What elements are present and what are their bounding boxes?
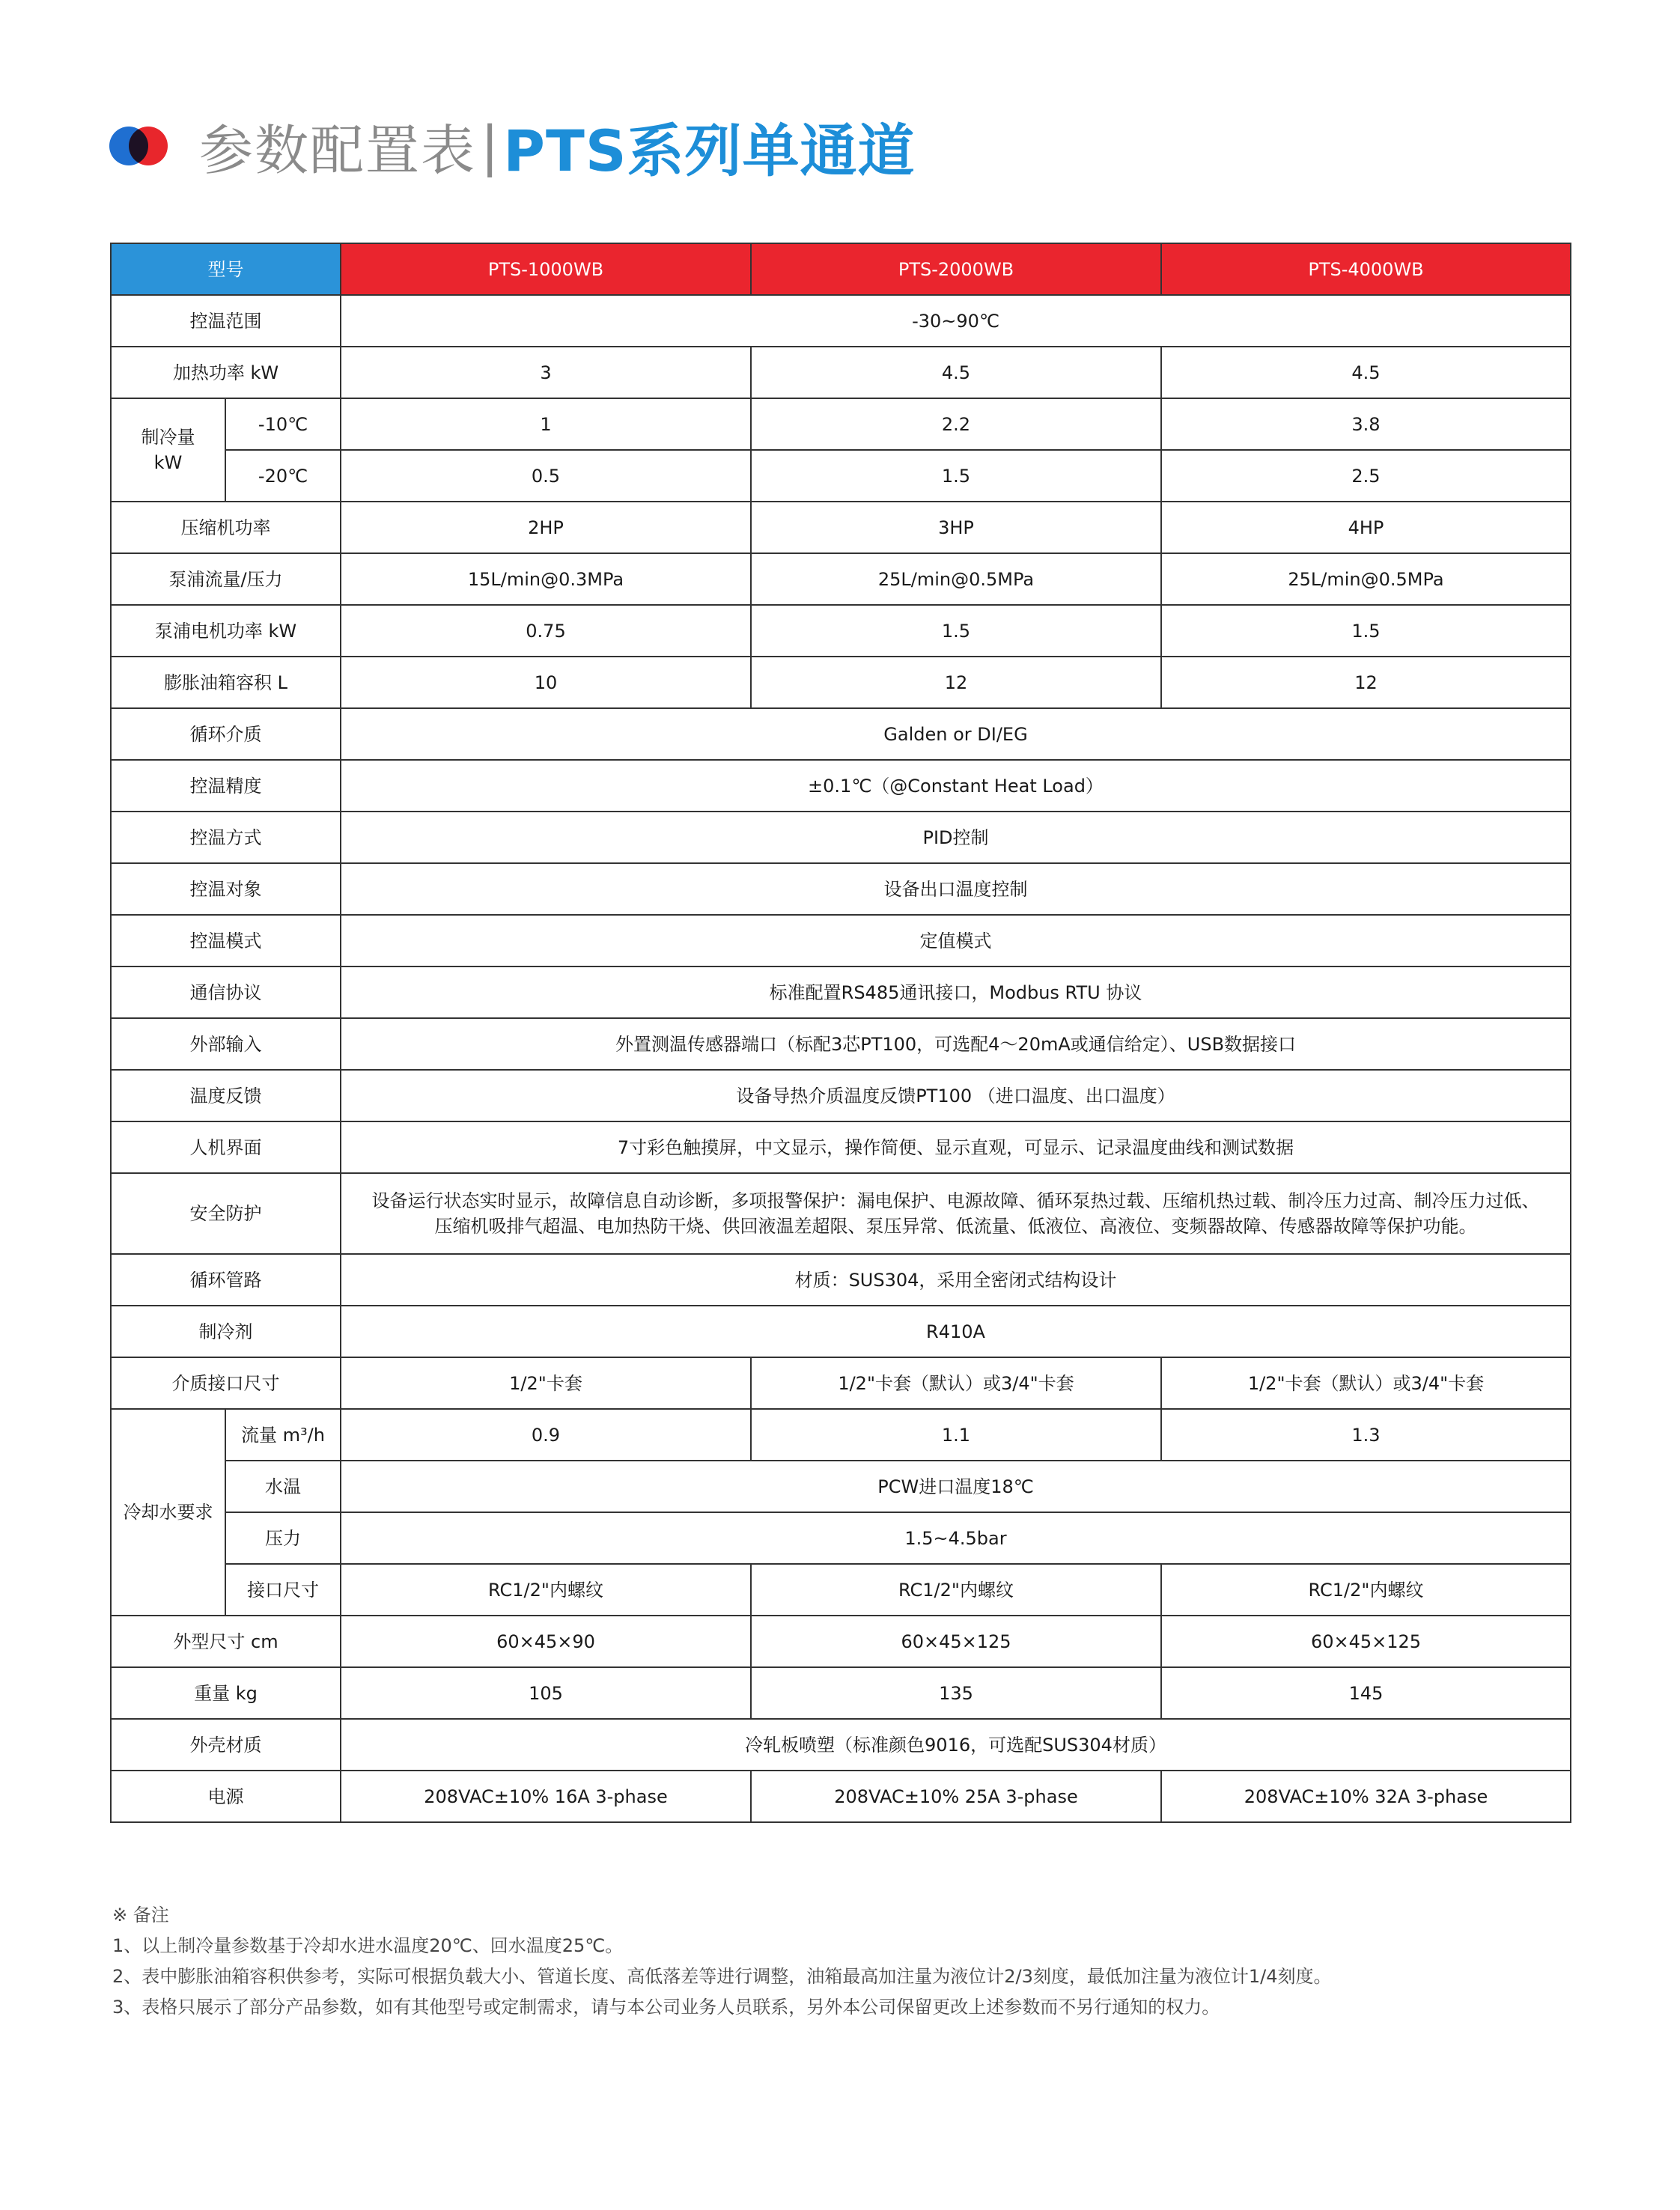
cell-value: 4HP [1161, 502, 1571, 553]
cell-value: 0.5 [341, 450, 751, 502]
header-model-label: 型号 [111, 243, 341, 295]
row-value: R410A [341, 1306, 1571, 1357]
row-label: 控温方式 [111, 812, 341, 863]
table-row [111, 863, 1571, 915]
cell-value: 208VAC±10% 32A 3-phase [1161, 1771, 1571, 1822]
table-row [111, 1719, 1571, 1771]
cell-value: 1.1 [751, 1409, 1161, 1461]
cell-value: 145 [1161, 1667, 1571, 1719]
cell-value: 4.5 [751, 347, 1161, 398]
row-value: -30~90℃ [341, 295, 1571, 347]
cell-value: 3 [341, 347, 751, 398]
notes-title: ※ 备注 [112, 1905, 169, 1926]
cell-value: 3HP [751, 502, 1161, 553]
cell-value: 208VAC±10% 16A 3-phase [341, 1771, 751, 1822]
row-value: PCW进口温度18℃ [341, 1461, 1571, 1512]
cell-value: RC1/2"内螺纹 [751, 1564, 1161, 1616]
row-value: 7寸彩色触摸屏，中文显示，操作简便、显示直观，可显示、记录温度曲线和测试数据 [341, 1121, 1571, 1173]
row-value: 材质：SUS304，采用全密闭式结构设计 [341, 1254, 1571, 1306]
row-value: 外置测温传感器端口（标配3芯PT100，可选配4～20mA或通信给定）、USB数据接口 [341, 1018, 1571, 1070]
table-row [111, 1306, 1571, 1357]
cell-value: 1.5 [751, 450, 1161, 502]
table-row [111, 1564, 1571, 1616]
page-header [109, 105, 916, 187]
cell-value: 3.8 [1161, 398, 1571, 450]
row-label: 制冷剂 [111, 1306, 341, 1357]
table-row [111, 1409, 1571, 1461]
table-row [111, 657, 1571, 708]
note-item: 3、表格只展示了部分产品参数，如有其他型号或定制需求，请与本公司业务人员联系，另外本公司保留更改上述参数而不另行通知的权力。 [112, 1997, 1220, 2018]
table-row [111, 295, 1571, 347]
row-label: 控温对象 [111, 863, 341, 915]
cooling-label-line1: 制冷量 [141, 427, 195, 448]
cell-value: 135 [751, 1667, 1161, 1719]
cell-value: 2.2 [751, 398, 1161, 450]
row-value: 设备导热介质温度反馈PT100 （进口温度、出口温度） [341, 1070, 1571, 1121]
row-label: 外型尺寸 cm [111, 1616, 341, 1667]
cell-value: 0.75 [341, 605, 751, 657]
table-row [111, 347, 1571, 398]
cell-value: 1/2"卡套（默认）或3/4"卡套 [751, 1357, 1161, 1409]
cell-value: 1/2"卡套 [341, 1357, 751, 1409]
row-label: 泵浦电机功率 kW [111, 605, 341, 657]
cell-value: 15L/min@0.3MPa [341, 553, 751, 605]
cell-value: 10 [341, 657, 751, 708]
table-row [111, 1357, 1571, 1409]
table-row [111, 502, 1571, 553]
table-row [111, 1070, 1571, 1121]
cell-value: 4.5 [1161, 347, 1571, 398]
row-label: 循环管路 [111, 1254, 341, 1306]
table-row [111, 1461, 1571, 1512]
cell-value: 2.5 [1161, 450, 1571, 502]
table-row [111, 967, 1571, 1018]
row-group-label: 冷却水要求 [111, 1409, 225, 1616]
title-separator: | [481, 115, 499, 177]
row-value: 定值模式 [341, 915, 1571, 967]
table-row [111, 760, 1571, 812]
cell-value: RC1/2"内螺纹 [341, 1564, 751, 1616]
notes-section [112, 1900, 1332, 2023]
table-row [111, 1254, 1571, 1306]
table-row [111, 1121, 1571, 1173]
brand-logo-icon [109, 127, 169, 165]
header-model-3: PTS-4000WB [1161, 243, 1571, 295]
cell-value: 105 [341, 1667, 751, 1719]
row-label: 加热功率 kW [111, 347, 341, 398]
row-value: 设备出口温度控制 [341, 863, 1571, 915]
table-row [111, 708, 1571, 760]
cell-value: 1.5 [751, 605, 1161, 657]
row-sublabel: 压力 [225, 1512, 341, 1564]
row-sublabel: -20℃ [225, 450, 341, 502]
table-row [111, 398, 1571, 450]
row-sublabel: 水温 [225, 1461, 341, 1512]
title-light: 参数配置表 [199, 119, 477, 182]
safety-line-2: 压缩机吸排气超温、电加热防干烧、供回液温差超限、泵压异常、低流量、低液位、高液位、变频器故障、传感器故障等保护功能。 [434, 1216, 1477, 1237]
row-value: ±0.1℃（@Constant Heat Load） [341, 760, 1571, 812]
row-value: 1.5~4.5bar [341, 1512, 1571, 1564]
cell-value: 1 [341, 398, 751, 450]
row-sublabel: -10℃ [225, 398, 341, 450]
row-label: 控温范围 [111, 295, 341, 347]
row-value: PID控制 [341, 812, 1571, 863]
row-value [341, 1173, 1571, 1254]
spec-table [110, 243, 1571, 1823]
row-label: 泵浦流量/压力 [111, 553, 341, 605]
cell-value: 1.5 [1161, 605, 1571, 657]
safety-line-1: 设备运行状态实时显示，故障信息自动诊断，多项报警保护：漏电保护、电源故障、循环泵热过载、压缩机热过载、制冷压力过高、制冷压力过低、 [371, 1190, 1540, 1211]
row-value: 标准配置RS485通讯接口，Modbus RTU 协议 [341, 967, 1571, 1018]
row-label: 外部输入 [111, 1018, 341, 1070]
table-row [111, 1616, 1571, 1667]
row-label: 控温模式 [111, 915, 341, 967]
note-item: 1、以上制冷量参数基于冷却水进水温度20℃、回水温度25℃。 [112, 1935, 624, 1956]
row-label: 安全防护 [111, 1173, 341, 1254]
row-label: 控温精度 [111, 760, 341, 812]
row-value: 冷轧板喷塑（标准颜色9016，可选配SUS304材质） [341, 1719, 1571, 1771]
cell-value: 1.3 [1161, 1409, 1571, 1461]
table-row [111, 1173, 1571, 1254]
title-bold: PTS系列单通道 [503, 117, 916, 184]
note-item: 2、表中膨胀油箱容积供参考，实际可根据负载大小、管道长度、高低落差等进行调整，油箱最高加注量为液位计2/3刻度，最低加注量为液位计1/4刻度。 [112, 1966, 1332, 1987]
row-label: 循环介质 [111, 708, 341, 760]
table-row [111, 812, 1571, 863]
table-header-row [111, 243, 1571, 295]
header-model-2: PTS-2000WB [751, 243, 1161, 295]
cell-value: RC1/2"内螺纹 [1161, 1564, 1571, 1616]
cell-value: 208VAC±10% 25A 3-phase [751, 1771, 1161, 1822]
row-label: 通信协议 [111, 967, 341, 1018]
cell-value: 60×45×125 [1161, 1616, 1571, 1667]
row-sublabel: 流量 m³/h [225, 1409, 341, 1461]
row-label: 电源 [111, 1771, 341, 1822]
cell-value: 1/2"卡套（默认）或3/4"卡套 [1161, 1357, 1571, 1409]
row-value: Galden or DI/EG [341, 708, 1571, 760]
cooling-label-line2: kW [153, 452, 183, 473]
cell-value: 25L/min@0.5MPa [1161, 553, 1571, 605]
row-label: 介质接口尺寸 [111, 1357, 341, 1409]
row-label: 人机界面 [111, 1121, 341, 1173]
cell-value: 12 [751, 657, 1161, 708]
table-row [111, 553, 1571, 605]
cell-value: 60×45×90 [341, 1616, 751, 1667]
table-row [111, 1771, 1571, 1822]
row-group-label [111, 398, 225, 502]
table-row [111, 450, 1571, 502]
row-label: 外壳材质 [111, 1719, 341, 1771]
table-row [111, 1667, 1571, 1719]
row-label: 重量 kg [111, 1667, 341, 1719]
table-row [111, 915, 1571, 967]
cell-value: 2HP [341, 502, 751, 553]
row-label: 压缩机功率 [111, 502, 341, 553]
cell-value: 12 [1161, 657, 1571, 708]
header-model-1: PTS-1000WB [341, 243, 751, 295]
table-row [111, 1018, 1571, 1070]
table-row [111, 1512, 1571, 1564]
cell-value: 25L/min@0.5MPa [751, 553, 1161, 605]
row-label: 膨胀油箱容积 L [111, 657, 341, 708]
table-row [111, 605, 1571, 657]
row-sublabel: 接口尺寸 [225, 1564, 341, 1616]
cell-value: 0.9 [341, 1409, 751, 1461]
cell-value: 60×45×125 [751, 1616, 1161, 1667]
row-label: 温度反馈 [111, 1070, 341, 1121]
